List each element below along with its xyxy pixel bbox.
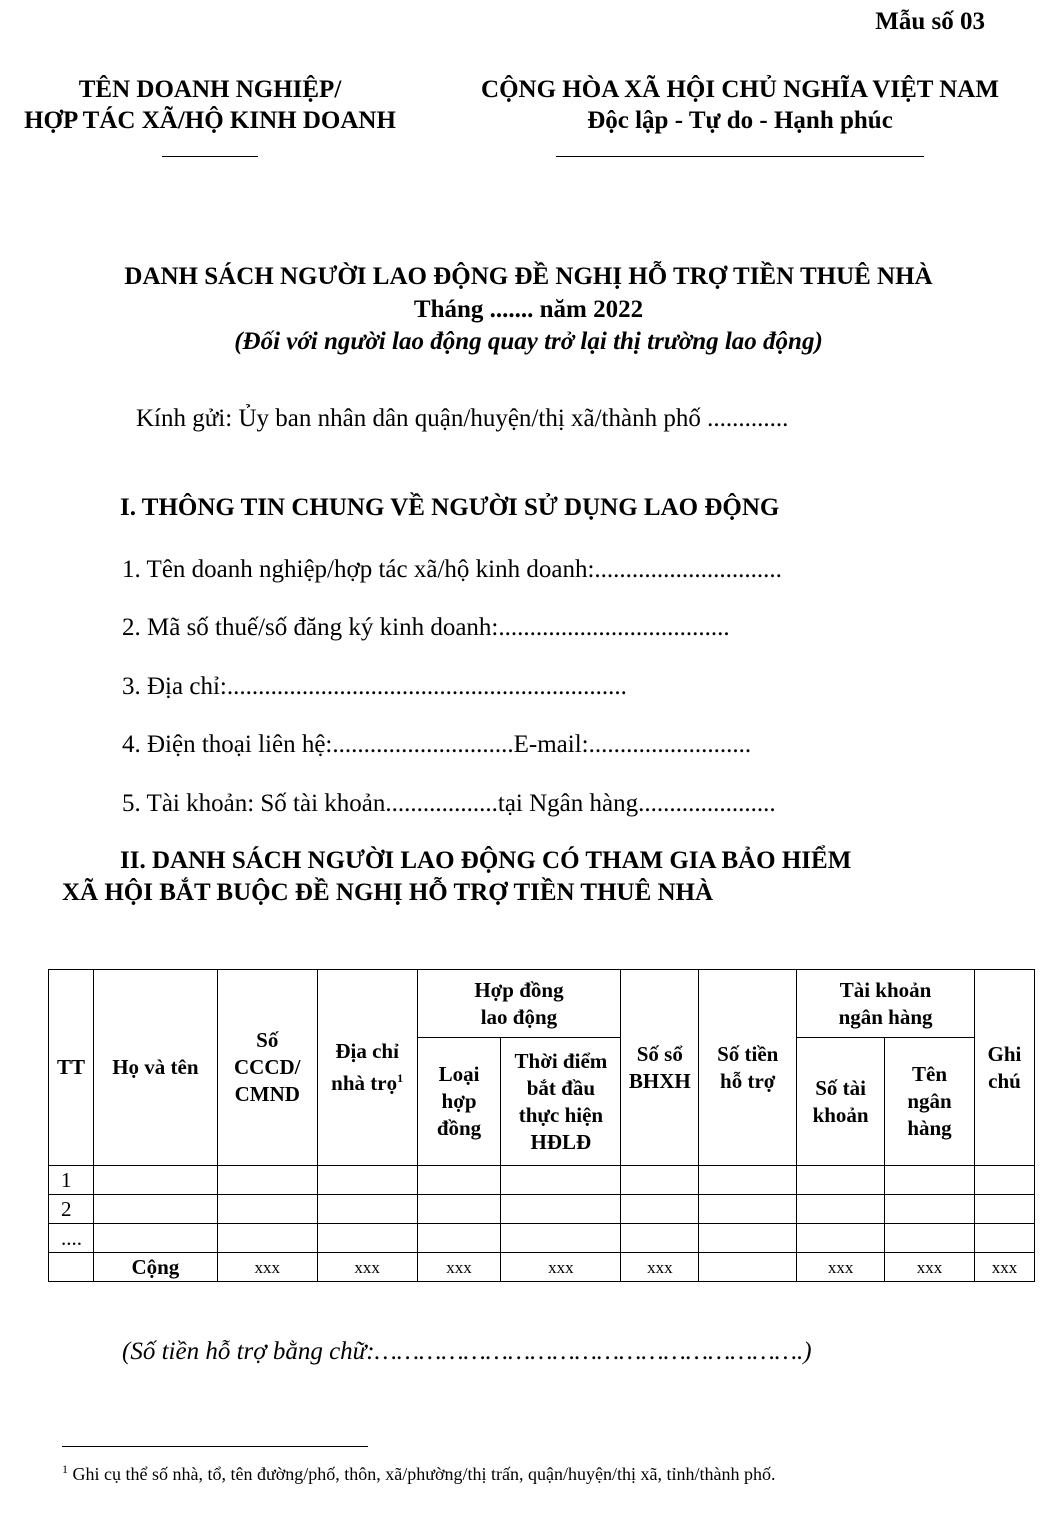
footnote-separator [62,1446,368,1447]
header-bankname-line1: Tên [912,1062,948,1086]
total-cell [699,1253,797,1282]
cell [621,1195,699,1224]
header-ctype-line3: đồng [436,1116,482,1140]
form-number: Mẫu số 03 [875,8,985,35]
organization-line2: HỢP TÁC XÃ/HỘ KINH DOANH [24,107,396,134]
total-cell: xxx [797,1253,885,1282]
table-row [49,1195,1035,1224]
header-support-amount [699,970,797,1166]
cell [217,1166,317,1195]
cell [317,1195,417,1224]
cell [797,1224,885,1253]
national-motto: Độc lập - Tự do - Hạnh phúc [587,107,893,134]
worker-table [48,969,1035,1282]
national-header [440,74,1040,136]
header-bhxh-line2: BHXH [628,1068,691,1093]
cell [417,1224,501,1253]
header-full-name: Họ và tên [93,970,217,1166]
header-bank-group-line1: Tài khoản [839,977,932,1002]
field-address: 3. Địa chỉ:................................................................ [122,673,627,700]
cell [501,1166,621,1195]
cell [317,1166,417,1195]
total-cell: xxx [621,1253,699,1282]
header-address-text: nhà trọ [331,1071,398,1095]
header-contract-line1: Hợp đồng [474,977,564,1002]
cell [885,1224,975,1253]
cell [93,1195,217,1224]
cell [974,1224,1034,1253]
header-id-line2: CCCD/ [234,1055,301,1079]
document-subtitle: (Đối với người lao động quay trở lại thị trường lao động) [234,328,823,355]
cell [501,1224,621,1253]
header-bank-group [797,970,975,1038]
cell [217,1195,317,1224]
cell [974,1195,1034,1224]
footnote-marker: 1 [62,1462,68,1476]
header-cstart-line4: HĐLĐ [530,1129,592,1154]
cell [621,1166,699,1195]
header-amount-line2: hỗ trợ [720,1068,776,1093]
footnote [62,1462,775,1485]
cell [885,1166,975,1195]
header-amount-line1: Số tiền [717,1041,779,1066]
header-accno-line1: Số tài [815,1075,866,1100]
total-cell: xxx [974,1253,1034,1282]
header-contract-start [501,1038,621,1166]
header-cstart-line3: thực hiện [518,1102,604,1127]
total-cell: xxx [217,1253,317,1282]
row-number: .... [49,1224,94,1253]
cell [974,1166,1034,1195]
document-title-line1: DANH SÁCH NGƯỜI LAO ĐỘNG ĐỀ NGHỊ HỖ TRỢ TIỀN THUÊ NHÀ [124,263,933,290]
header-ctype-line2: hợp [441,1089,477,1113]
header-id-line1: Số [256,1028,279,1052]
recipient-line: Kính gửi: Ủy ban nhân dân quận/huyện/thị xã/thành phố ............. [136,405,789,432]
organization-header [0,74,420,136]
field-company-name: 1. Tên doanh nghiệp/hợp tác xã/hộ kinh doanh:.............................. [122,556,782,583]
cell [797,1195,885,1224]
cell [699,1166,797,1195]
header-note-line1: Ghi [987,1041,1022,1066]
header-address-line1: Địa chỉ [335,1039,399,1063]
header-accno-line2: khoản [812,1102,869,1127]
amount-in-words: (Số tiền hỗ trợ bằng chữ:………………………………………………….) [122,1338,812,1365]
row-number: 2 [49,1195,94,1224]
national-title: CỘNG HÒA XÃ HỘI CHỦ NGHĨA VIỆT NAM [481,76,999,103]
cell [501,1195,621,1224]
header-contract-line2: lao động [480,1004,558,1029]
cell [217,1224,317,1253]
organization-line1: TÊN DOANH NGHIỆP/ [78,76,342,103]
header-note-line2: chú [988,1068,1021,1093]
section2-heading-line2: XÃ HỘI BẮT BUỘC ĐỀ NGHỊ HỖ TRỢ TIỀN THUÊ NHÀ [62,879,714,906]
header-address [317,970,417,1166]
field-bank-account: 5. Tài khoản: Số tài khoản..................tại Ngân hàng...................... [122,790,776,817]
field-phone-email: 4. Điện thoại liên hệ:.............................E-mail:.......................... [122,731,752,758]
header-cstart-line1: Thời điểm [514,1048,608,1073]
header-tt: TT [49,970,94,1166]
total-cell: xxx [501,1253,621,1282]
row-number: 1 [49,1166,94,1195]
total-cell: xxx [885,1253,975,1282]
total-label: Cộng [93,1253,217,1282]
total-row [49,1253,1035,1282]
cell [885,1195,975,1224]
header-account-number [797,1038,885,1166]
header-bankname-line2: ngân [907,1089,952,1113]
header-id-line3: CMND [234,1082,300,1106]
header-bhxh-line1: Số sổ [636,1041,683,1066]
cell [417,1195,501,1224]
field-tax-code: 2. Mã số thuế/số đăng ký kinh doanh:..................................... [122,614,730,641]
organization-underline [162,156,258,157]
header-bankname-line3: hàng [907,1116,952,1140]
header-bhxh-number [621,970,699,1166]
cell [49,1253,94,1282]
header-cstart-line2: bắt đầu [526,1075,596,1100]
document-period: Tháng ....... năm 2022 [413,296,644,323]
header-ctype-line1: Loại [438,1062,480,1086]
footnote-ref: 1 [397,1071,404,1085]
header-contract-type [417,1038,501,1166]
cell [417,1166,501,1195]
table-row [49,1224,1035,1253]
cell [93,1166,217,1195]
section1-heading: I. THÔNG TIN CHUNG VỀ NGƯỜI SỬ DỤNG LAO ĐỘNG [120,494,780,521]
header-id-number [217,970,317,1166]
document-title [0,260,1057,326]
header-bank-group-line2: ngân hàng [838,1004,933,1029]
total-cell: xxx [417,1253,501,1282]
cell [699,1224,797,1253]
header-note [974,970,1034,1166]
header-bank-name [885,1038,975,1166]
motto-underline [556,156,924,157]
cell [797,1166,885,1195]
table-row [49,1166,1035,1195]
footnote-text: Ghi cụ thể số nhà, tổ, tên đường/phố, thôn, xã/phường/thị trấn, quận/huyện/thị xã, tỉnh/thành phố. [68,1464,776,1484]
header-address-line2 [320,1065,415,1097]
section2-heading [62,845,1022,909]
total-cell: xxx [317,1253,417,1282]
cell [621,1224,699,1253]
cell [317,1224,417,1253]
section2-heading-line1: II. DANH SÁCH NGƯỜI LAO ĐỘNG CÓ THAM GIA BẢO HIỂM [120,847,852,874]
cell [699,1195,797,1224]
header-contract-group [417,970,621,1038]
cell [93,1224,217,1253]
